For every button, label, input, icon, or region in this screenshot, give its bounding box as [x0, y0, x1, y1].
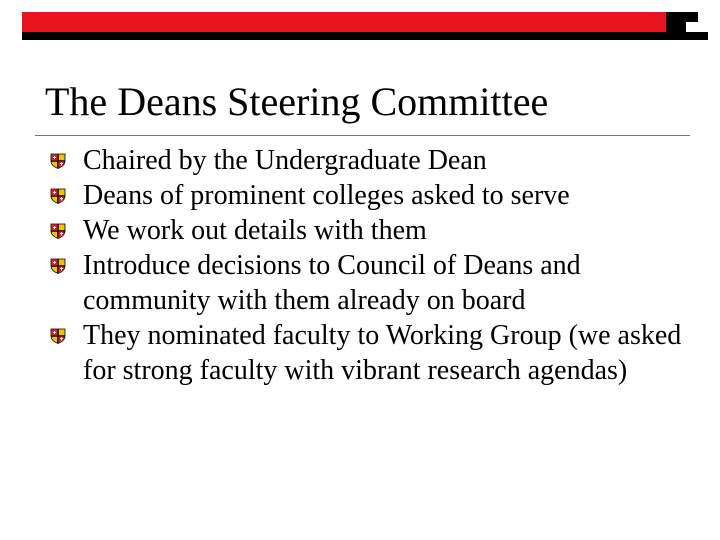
maryland-crest-icon — [50, 188, 66, 204]
title-divider — [35, 135, 690, 136]
bullet-text: We work out details with them — [83, 215, 427, 246]
bullet-item — [45, 213, 685, 248]
header-corner-box — [686, 12, 698, 22]
bullet-item — [45, 143, 685, 178]
bullet-item — [45, 178, 685, 213]
bullet-text: Chaired by the Undergraduate Dean — [83, 145, 487, 176]
maryland-crest-icon — [50, 258, 66, 274]
header-bar — [0, 0, 720, 44]
maryland-crest-icon — [50, 223, 66, 239]
header-red-band — [22, 12, 666, 32]
bullet-item — [45, 318, 685, 388]
slide-title: The Deans Steering Committee — [45, 79, 549, 124]
maryland-crest-icon — [50, 153, 66, 169]
bullet-list — [45, 143, 685, 388]
bullet-text: Introduce decisions to Council of Deans and community with them already on board — [83, 250, 581, 316]
maryland-crest-icon — [50, 328, 66, 344]
bullet-text: Deans of prominent colleges asked to serve — [83, 180, 570, 211]
bullet-text: They nominated faculty to Working Group (we asked for strong faculty with vibrant research agendas) — [83, 320, 682, 386]
bullet-item — [45, 248, 685, 318]
header-black-underline — [22, 32, 708, 40]
